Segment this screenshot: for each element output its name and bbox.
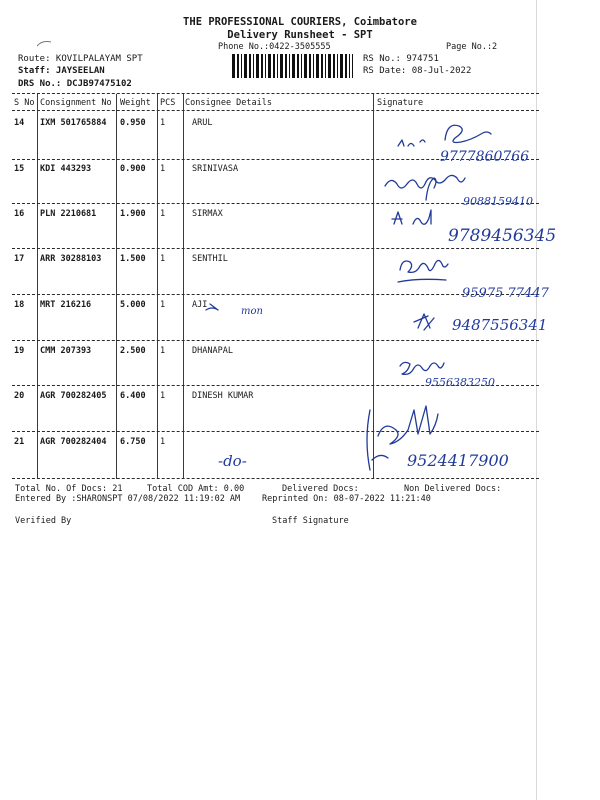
col-header-sno: S No <box>14 98 35 108</box>
row-consignment: MRT 216216 <box>40 300 92 310</box>
signature-row-16 <box>392 210 431 224</box>
row-pcs: 1 <box>160 118 166 128</box>
row-sno: 17 <box>14 254 25 264</box>
handwritten-phone-row-19: 9556383250 <box>425 376 495 389</box>
rs-number: RS No.: 974751 <box>363 54 439 64</box>
row-weight: 2.500 <box>120 346 146 356</box>
row-consignment: IXM 501765884 <box>40 118 107 128</box>
row-weight: 1.500 <box>120 254 146 264</box>
col-header-pcs: PCS <box>160 98 176 108</box>
delivered-docs: Delivered Docs: <box>282 484 359 494</box>
phone-number: Phone No.:0422-3505555 <box>218 42 331 52</box>
total-docs: Total No. Of Docs: 21 <box>15 484 123 494</box>
row-consignee: DHANAPAL <box>192 346 233 356</box>
row-pcs: 1 <box>160 391 166 401</box>
row-pcs: 1 <box>160 209 166 219</box>
row-sno: 15 <box>14 164 25 174</box>
row-consignee: SRINIVASA <box>192 164 239 174</box>
row-pcs: 1 <box>160 254 166 264</box>
staff-signature-label: Staff Signature <box>272 516 349 526</box>
row-pcs: 1 <box>160 300 166 310</box>
row-sno: 14 <box>14 118 25 128</box>
route-label: Route: KOVILPALAYAM SPT <box>18 54 143 64</box>
signature-row-19 <box>400 362 444 374</box>
row-consignment: AGR 700282404 <box>40 437 107 447</box>
row-consignment: ARR 30288103 <box>40 254 102 264</box>
reprinted-on: Reprinted On: 08-07-2022 11:21:40 <box>262 494 431 504</box>
handwritten-note-row-18: mon <box>241 306 263 317</box>
row-consignee: SENTHIL <box>192 254 228 264</box>
signature-row-17 <box>398 260 448 282</box>
handwritten-phone-row-17: 95975 77447 <box>462 286 549 301</box>
drs-number: DRS No.: DCJB97475102 <box>18 79 132 89</box>
row-sno: 19 <box>14 346 25 356</box>
row-pcs: 1 <box>160 437 166 447</box>
signature-row-15 <box>385 175 465 200</box>
handwritten-phone-row-20: 9524417900 <box>407 451 509 470</box>
row-weight: 5.000 <box>120 300 146 310</box>
row-pcs: 1 <box>160 164 166 174</box>
col-header-consignment: Consignment No <box>40 98 112 108</box>
row-weight: 0.900 <box>120 164 146 174</box>
staff-label: Staff: JAYSEELAN <box>18 66 105 76</box>
row-sno: 21 <box>14 437 25 447</box>
signature-row-14 <box>398 125 491 146</box>
handwritten-phone-row-16: 9789456345 <box>448 226 557 246</box>
verified-by-label: Verified By <box>15 516 72 526</box>
row-consignee: AJI <box>192 300 208 310</box>
entered-by: Entered By :SHARONSPT 07/08/2022 11:19:02 AM <box>15 494 241 504</box>
row-consignee: DINESH KUMAR <box>192 391 254 401</box>
handwritten-phone-row-14: 9777860766 <box>440 149 530 165</box>
row-consignee: SIRMAX <box>192 209 223 219</box>
col-header-consignee: Consignee Details <box>185 98 272 108</box>
company-title: THE PROFESSIONAL COURIERS, Coimbatore <box>183 16 417 28</box>
non-delivered-docs: Non Delivered Docs: <box>404 484 502 494</box>
row-weight: 1.900 <box>120 209 146 219</box>
row-pcs: 1 <box>160 346 166 356</box>
row-consignment: AGR 700282405 <box>40 391 107 401</box>
row-consignment: KDI 443293 <box>40 164 92 174</box>
row-weight: 6.750 <box>120 437 146 447</box>
row-consignee: ARUL <box>192 118 213 128</box>
total-cod: Total COD Amt: 0.00 <box>147 484 245 494</box>
row-sno: 20 <box>14 391 25 401</box>
row-sno: 18 <box>14 300 25 310</box>
col-header-weight: Weight <box>120 98 151 108</box>
runsheet-subtitle: Delivery Runsheet - SPT <box>227 29 373 41</box>
row-consignment: PLN 2210681 <box>40 209 97 219</box>
handwritten-phone-row-18: 9487556341 <box>452 316 548 334</box>
row-sno: 16 <box>14 209 25 219</box>
row-weight: 0.950 <box>120 118 146 128</box>
handwritten-ditto-row-21: -do- <box>218 452 247 470</box>
col-header-signature: Signature <box>377 98 424 108</box>
handwritten-phone-row-15: 9088159410 <box>463 195 533 208</box>
rs-date: RS Date: 08-Jul-2022 <box>363 66 472 76</box>
page-number: Page No.:2 <box>446 42 498 52</box>
row-weight: 6.400 <box>120 391 146 401</box>
row-consignment: CMM 207393 <box>40 346 92 356</box>
